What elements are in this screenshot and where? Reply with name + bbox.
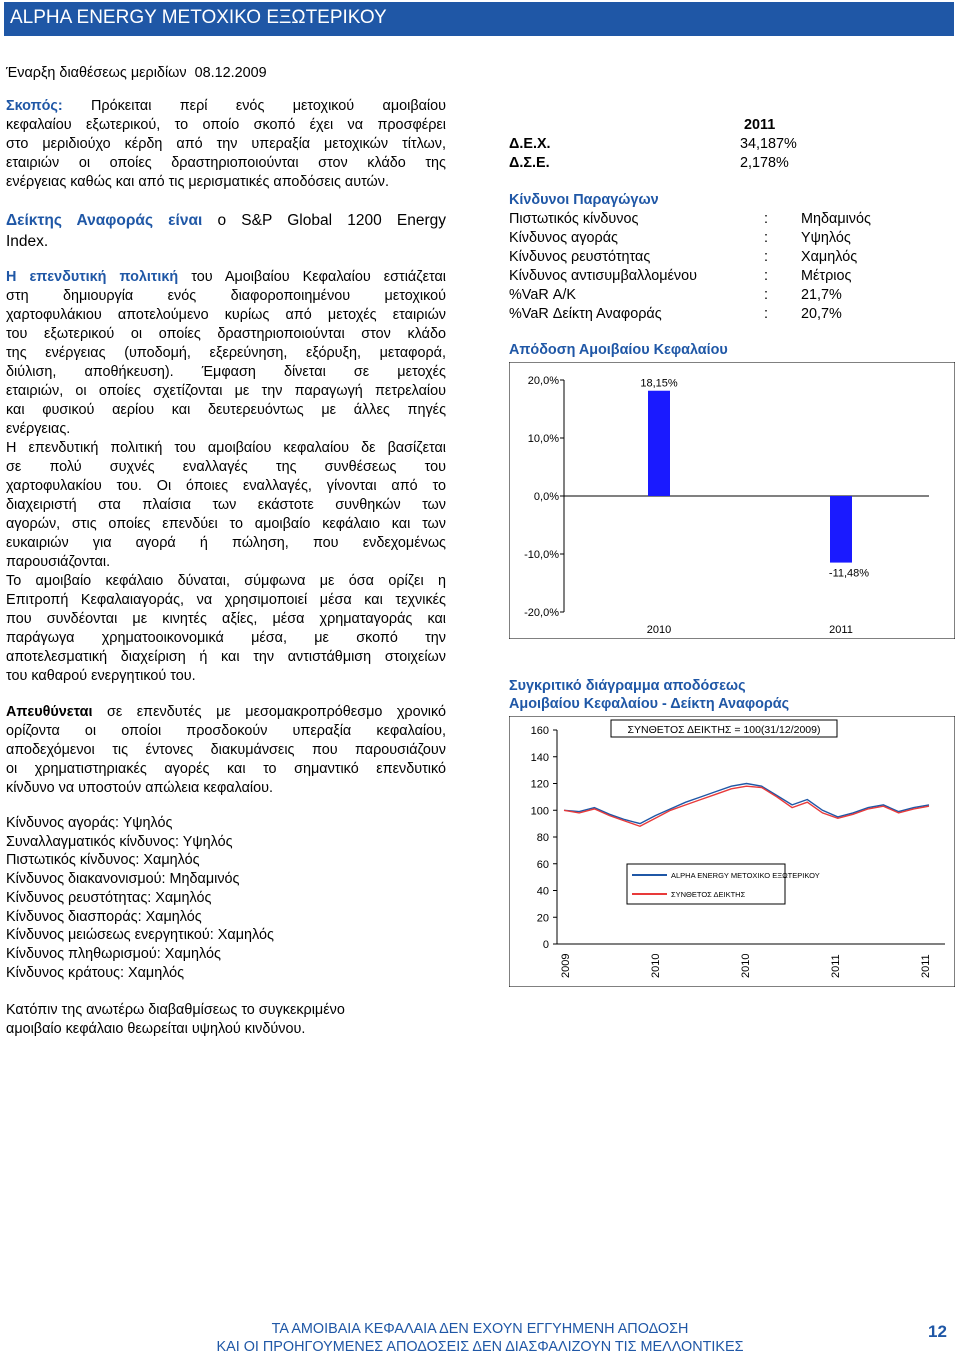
policy-line-1 xyxy=(6,268,446,287)
conclusion-line: Κατόπιν της ανωτέρω διαβαθμίσεως το συγκεκριμένο xyxy=(6,1002,345,1018)
bar-2010 xyxy=(648,391,670,496)
index-label: Δείκτης Αναφοράς είναι xyxy=(6,212,203,229)
x-tick-label: 2011 xyxy=(829,624,853,636)
ter-label: Δ.Ε.Χ. xyxy=(509,136,551,152)
chart-frame xyxy=(509,362,955,639)
goal-text: Πρόκειται περί ενός μετοχικού αμοιβαίου xyxy=(91,98,446,114)
target-line-1 xyxy=(6,703,446,722)
header-title: ALPHA ENERGY ΜΕΤΟΧΙΚΟ ΕΞΩΤΕΡΙΚΟΥ xyxy=(10,7,387,28)
derivatives-risk-value: Χαμηλός xyxy=(801,249,858,265)
policy-line: ευκαιριών για αγορά ή πώληση, που ενδεχομένως xyxy=(6,535,446,551)
footer-line-2: ΚΑΙ ΟΙ ΠΡΟΗΓΟΥΜΕΝΕΣ ΑΠΟΔΟΣΕΙΣ ΔΕΝ ΔΙΑΣΦΑΛΙΖΟΥΝ ΤΙΣ ΜΕΛΛΟΝΤΙΚΕΣ xyxy=(216,1339,744,1355)
target-line: κίνδυνο να υποστούν απώλεια κεφαλαίου. xyxy=(6,780,273,796)
page-number: 12 xyxy=(928,1322,947,1341)
x-tick-label: 2011 xyxy=(920,954,932,978)
start-date-line xyxy=(6,64,267,83)
y-tick-label: 20 xyxy=(536,912,549,925)
policy-line: παράγωγα χρηματοοικονομικά μέσα, με σκοπό την xyxy=(6,630,446,646)
risk-item: Κίνδυνος μειώσεως ενεργητικού: Χαμηλός xyxy=(6,927,274,944)
x-tick-label: 2010 xyxy=(646,624,672,636)
footer-line-1: ΤΑ ΑΜΟΙΒΑΙΑ ΚΕΦΑΛΑΙΑ ΔΕΝ ΕΧΟΥΝ ΕΓΓΥΗΜΕΝΗ ΑΠΟΔΟΣΗ xyxy=(271,1321,689,1337)
derivatives-risk-label: Κίνδυνος αγοράς xyxy=(509,230,618,246)
derivatives-risk-label: Κίνδυνος αντισυμβαλλομένου xyxy=(509,268,697,284)
chart-frame xyxy=(509,716,955,987)
derivatives-risk-title: Κίνδυνοι Παραγώγων xyxy=(509,192,659,208)
legend-label: ALPHA ENERGY ΜΕΤΟΧΙΚΟ ΕΞΩΤΕΡΙΚΟΥ xyxy=(671,871,820,880)
target-line: αποδεχόμενοι τις έντονες διακυμάνσεις που παρουσιάζουν xyxy=(6,742,446,758)
derivatives-risk-sep: : xyxy=(764,268,768,284)
policy-line: ενέργειας. xyxy=(6,421,71,437)
risk-item: Κίνδυνος πληθωρισμού: Χαμηλός xyxy=(6,945,221,962)
derivatives-risk-sep: : xyxy=(764,230,768,246)
target-line: ορίζοντα οι οποίοι προσδοκούν υπεραξία κεφαλαίου, xyxy=(6,723,446,739)
risk-item: Κίνδυνος διασποράς: Χαμηλός xyxy=(6,908,202,925)
conclusion-line: αμοιβαίο κεφάλαιο θεωρείται υψηλού κινδύνου. xyxy=(6,1021,306,1037)
target-label: Απευθύνεται xyxy=(6,704,93,720)
derivatives-risk-label: Πιστωτικός κίνδυνος xyxy=(509,211,639,227)
derivatives-risk-value: 20,7% xyxy=(801,306,842,322)
policy-line: διύλιση, αποθήκευση). Έμφαση δίνεται σε μετοχές xyxy=(6,364,446,380)
goal-line: κεφαλαίου εξωτερικού, το οποίο σκοπό έχει να προσφέρει xyxy=(6,117,446,133)
goal-line-1 xyxy=(6,97,446,116)
y-tick-label: 60 xyxy=(536,858,549,871)
goal-label: Σκοπός: xyxy=(6,98,63,114)
x-tick-label: 2009 xyxy=(560,953,572,978)
policy-line: χαρτοφυλάκιου αποτελούμενο κυρίως από μετοχές εταιριών xyxy=(6,307,446,323)
y-tick-label: 10,0% xyxy=(527,433,559,445)
y-tick-label: 0 xyxy=(542,939,549,951)
derivatives-risk-value: Μέτριος xyxy=(801,268,852,284)
derivatives-risk-value: 21,7% xyxy=(801,287,842,303)
start-label: Έναρξη διαθέσεως μεριδίων xyxy=(6,65,187,81)
legend-label: ΣΥΝΘΕΤΟΣ ΔΕΙΚΤΗΣ xyxy=(671,890,746,899)
policy-line: χαρτοφυλακίου του. Οι όποιες εναλλαγές, γίνονται από το xyxy=(6,478,446,494)
y-tick-label: 40 xyxy=(536,885,549,898)
policy-line: αγορών, στις οποίες επενδύει το αμοιβαίο κεφάλαιο και των xyxy=(6,516,446,532)
policy-line: του καθαρού ενεργητικού του. xyxy=(6,668,196,684)
derivatives-risk-value: Μηδαμινός xyxy=(801,211,871,227)
performance-bar-chart xyxy=(509,362,955,639)
risk-item: Κίνδυνος ρευστότητας: Χαμηλός xyxy=(6,889,212,906)
policy-line: εταιριών, οι οποίες σχετίζονται με την παραγωγή πετρελαίου xyxy=(6,383,446,399)
risk-item: Κίνδυνος κράτους: Χαμηλός xyxy=(6,964,185,981)
start-date: 08.12.2009 xyxy=(194,65,267,81)
policy-line: Το αμοιβαίο κεφάλαιο δύναται, σύμφωνα με όσα ορίζει η xyxy=(6,573,446,589)
risk-item: Συναλλαγματικός κίνδυνος: Υψηλός xyxy=(6,833,233,850)
policy-line: σε πολύ συχνές εναλλαγές της συνθέσεως του xyxy=(6,459,446,475)
index-line-2: Index. xyxy=(6,233,49,250)
performance-title: Απόδοση Αμοιβαίου Κεφαλαίου xyxy=(509,342,728,358)
derivatives-risk-sep: : xyxy=(764,306,768,322)
y-tick-label: 80 xyxy=(536,832,549,844)
policy-line: παρουσιάζονται. xyxy=(6,554,111,570)
ter-value: 2,178% xyxy=(740,155,789,171)
bar-data-label: -11,48% xyxy=(828,567,870,580)
risk-item: Κίνδυνος αγοράς: Υψηλός xyxy=(6,815,173,831)
policy-text: του Αμοιβαίου Κεφαλαίου εστιάζεται xyxy=(191,269,446,285)
bar-data-label: 18,15% xyxy=(640,377,678,390)
derivatives-risk-sep: : xyxy=(764,249,768,265)
derivatives-risk-sep: : xyxy=(764,211,768,227)
goal-line: εταιριών οι οποίες δραστηριοποιούνται στον κλάδο της xyxy=(6,155,446,171)
derivatives-risk-label: Κίνδυνος ρευστότητας xyxy=(509,249,651,265)
bar-2011 xyxy=(830,496,852,563)
y-tick-label: 0,0% xyxy=(533,491,559,503)
index-line xyxy=(6,211,446,230)
derivatives-risk-sep: : xyxy=(764,287,768,303)
year-header: 2011 xyxy=(744,117,776,133)
x-tick-label: 2011 xyxy=(830,954,842,978)
policy-line: Επιτροπή Κεφαλαιαγοράς, να χρησιμοποιεί μέσα και τεχνικές xyxy=(6,592,446,608)
derivatives-risk-value: Υψηλός xyxy=(801,230,851,246)
y-tick-label: -20,0% xyxy=(524,607,559,619)
target-line: οι χρηματιστηριακές αγορές και το σημαντικό επενδυτικό xyxy=(6,761,446,777)
policy-line: που συνδέονται με κινητές αξίες, μέσα χρηματαγοράς και xyxy=(6,611,446,627)
comparison-line-chart xyxy=(509,716,955,987)
ter-label: Δ.Σ.Ε. xyxy=(509,155,550,171)
y-tick-label: 140 xyxy=(530,751,549,764)
goal-line: στο μεριδιούχο κέρδη από την υπεραξία μετοχικών τίτλων, xyxy=(6,136,446,152)
risk-item: Κίνδυνος διακανονισμού: Μηδαμινός xyxy=(6,871,240,888)
policy-line: αποτελεσματική διαχείριση ή και την αντιστάθμιση στοιχείων xyxy=(6,649,446,665)
y-tick-label: 160 xyxy=(530,725,549,737)
compare-title-1: Συγκριτικό διάγραμμα αποδόσεως xyxy=(509,678,746,694)
index-text: ο S&P Global 1200 Energy xyxy=(217,212,446,229)
x-tick-label: 2010 xyxy=(740,953,752,978)
policy-line: διαχειριστή στα πλαίσια των εκάστοτε συνθηκών των xyxy=(6,497,446,513)
y-tick-label: 120 xyxy=(530,778,549,791)
y-tick-label: 100 xyxy=(530,805,549,818)
y-tick-label: -10,0% xyxy=(524,549,559,561)
compare-title-2: Αμοιβαίου Κεφαλαίου - Δείκτη Αναφοράς xyxy=(509,696,790,712)
derivatives-risk-label: %VaR Δείκτη Αναφοράς xyxy=(509,306,662,322)
policy-line: Η επενδυτική πολιτική του αμοιβαίου κεφαλαίου δε βασίζεται xyxy=(6,440,446,456)
policy-label: Η επενδυτική πολιτική xyxy=(6,269,179,285)
y-tick-label: 20,0% xyxy=(527,375,559,387)
policy-line: του εξωτερικού οι οποίες δραστηριοποιούνται στον κλάδο xyxy=(6,326,446,342)
policy-line: της ενέργειας (υποδομή, εξερεύνηση, εξόρυξη, μεταφορά, xyxy=(6,345,446,361)
ter-value: 34,187% xyxy=(740,136,797,152)
target-text: σε επενδυτές με μεσομακροπρόθεσμο χρονικό xyxy=(106,704,447,720)
x-tick-label: 2010 xyxy=(650,953,662,978)
header-bar xyxy=(4,2,954,36)
risk-item: Πιστωτικός κίνδυνος: Χαμηλός xyxy=(6,852,200,869)
policy-line: στη δημιουργία ενός διαφοροποιημένου μετοχικού xyxy=(6,288,446,304)
derivatives-risk-label: %VaR Α/Κ xyxy=(509,287,576,303)
goal-line: ενέργειας καθώς και από τις μερισματικές αποδόσεις αυτών. xyxy=(6,174,389,190)
policy-line: και φυσικού αερίου και δευτερευόντως με άλλες πηγές xyxy=(6,402,446,418)
chart-title: ΣΥΝΘΕΤΟΣ ΔΕΙΚΤΗΣ = 100(31/12/2009) xyxy=(627,724,821,736)
